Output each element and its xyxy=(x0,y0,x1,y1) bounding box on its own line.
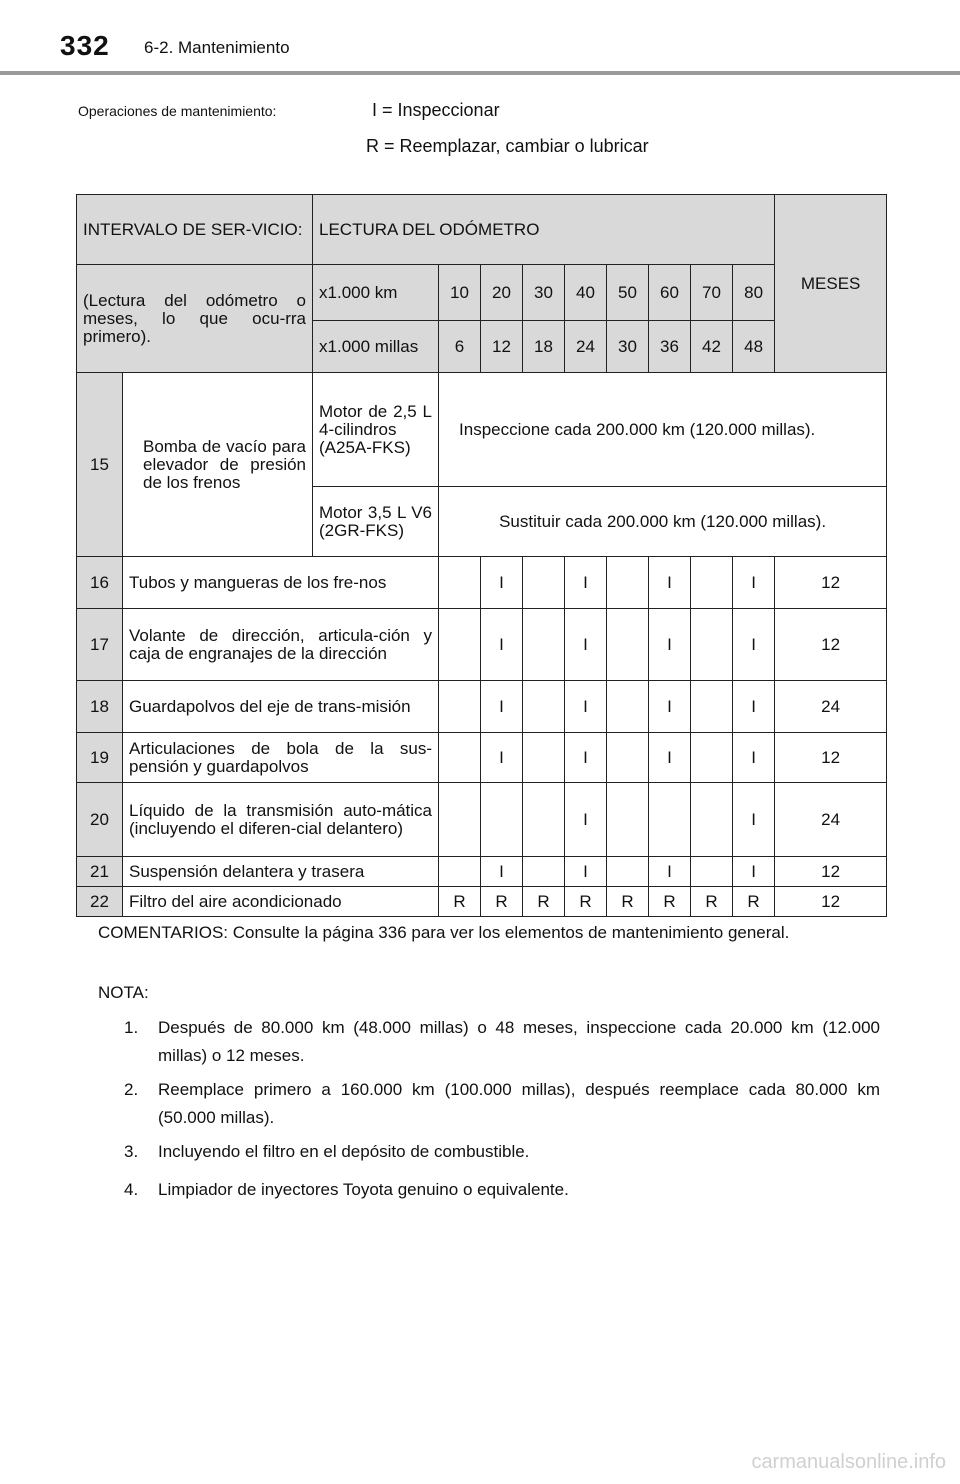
mi-value: 18 xyxy=(523,321,565,373)
months-cell: 24 xyxy=(775,783,887,857)
interval-cell xyxy=(439,681,481,733)
nota-item-number: 3. xyxy=(124,1142,139,1161)
interval-cell: I xyxy=(649,857,691,887)
interval-cell xyxy=(607,681,649,733)
interval-cell xyxy=(439,609,481,681)
interval-cell xyxy=(607,857,649,887)
interval-cell: I xyxy=(649,609,691,681)
interval-cell: R xyxy=(691,887,733,917)
interval-cell xyxy=(481,783,523,857)
interval-cell: I xyxy=(565,857,607,887)
nota-item-text: Después de 80.000 km (48.000 millas) o 48 meses, inspeccione cada 20.000 km (12.000 millas) o 12 meses. xyxy=(158,1018,880,1065)
engine-instruction: Sustituir cada 200.000 km (120.000 millas). xyxy=(439,487,887,557)
km-value: 30 xyxy=(523,265,565,321)
nota-item xyxy=(124,1076,880,1132)
row-number: 22 xyxy=(77,887,123,917)
interval-cell xyxy=(607,783,649,857)
watermark: carmanualsonline.info xyxy=(751,1451,946,1473)
mi-label: x1.000 millas xyxy=(313,321,439,373)
table-row xyxy=(77,783,887,857)
nota-title: NOTA: xyxy=(98,983,149,1002)
interval-cell xyxy=(523,733,565,783)
km-label: x1.000 km xyxy=(313,265,439,321)
interval-cell: I xyxy=(565,609,607,681)
nota-item xyxy=(124,1138,880,1166)
header-months: MESES xyxy=(775,195,887,373)
interval-cell xyxy=(649,783,691,857)
mi-value: 48 xyxy=(733,321,775,373)
legend-replace: R = Reemplazar, cambiar o lubricar xyxy=(366,136,649,156)
km-value: 60 xyxy=(649,265,691,321)
engine-variant: Motor de 2,5 L 4-cilindros (A25A-FKS) xyxy=(313,373,439,487)
interval-cell xyxy=(691,857,733,887)
nota-item-number: 2. xyxy=(124,1080,139,1099)
interval-cell: I xyxy=(649,733,691,783)
table-row xyxy=(77,373,887,487)
row-number: 19 xyxy=(77,733,123,783)
interval-cell xyxy=(691,733,733,783)
row-item: Guardapolvos del eje de trans-misión xyxy=(123,681,439,733)
interval-cell: R xyxy=(733,887,775,917)
km-value: 50 xyxy=(607,265,649,321)
months-cell: 12 xyxy=(775,733,887,783)
interval-cell: I xyxy=(733,681,775,733)
nota-item-text: Incluyendo el filtro en el depósito de combustible. xyxy=(158,1142,530,1161)
interval-cell xyxy=(523,557,565,609)
table-row xyxy=(77,681,887,733)
header-row xyxy=(77,195,887,265)
row-item: Tubos y mangueras de los fre-nos xyxy=(123,557,439,609)
mi-value: 30 xyxy=(607,321,649,373)
mi-value: 42 xyxy=(691,321,733,373)
interval-cell xyxy=(523,857,565,887)
engine-instruction: Inspeccione cada 200.000 km (120.000 millas). xyxy=(439,373,887,487)
engine-variant: Motor 3,5 L V6 (2GR-FKS) xyxy=(313,487,439,557)
page-header xyxy=(0,0,960,76)
interval-cell: I xyxy=(733,783,775,857)
interval-cell xyxy=(439,557,481,609)
header-divider xyxy=(0,71,960,75)
header-reading: (Lectura del odómetro o meses, lo que ocu-rra primero). xyxy=(77,265,313,373)
interval-cell: I xyxy=(733,857,775,887)
row-item: Líquido de la transmisión auto-mática (incluyendo el diferen-cial delantero) xyxy=(123,783,439,857)
km-value: 40 xyxy=(565,265,607,321)
interval-cell: I xyxy=(481,857,523,887)
row-number: 20 xyxy=(77,783,123,857)
row-item: Suspensión delantera y trasera xyxy=(123,857,439,887)
interval-cell xyxy=(607,557,649,609)
mi-value: 36 xyxy=(649,321,691,373)
interval-cell: I xyxy=(565,557,607,609)
row-item: Volante de dirección, articula-ción y caja de engranajes de la dirección xyxy=(123,609,439,681)
nota-item xyxy=(124,1176,880,1204)
interval-cell: I xyxy=(649,557,691,609)
nota-item-number: 1. xyxy=(124,1018,139,1037)
km-value: 80 xyxy=(733,265,775,321)
months-cell: 12 xyxy=(775,857,887,887)
page-number: 332 xyxy=(60,30,110,61)
row-item: Filtro del aire acondicionado xyxy=(123,887,439,917)
interval-cell xyxy=(523,609,565,681)
table-row xyxy=(77,609,887,681)
interval-cell: I xyxy=(565,733,607,783)
table-row xyxy=(77,733,887,783)
maintenance-table xyxy=(76,194,887,917)
row-number: 15 xyxy=(77,373,123,557)
nota-item-number: 4. xyxy=(124,1180,139,1199)
row-number: 16 xyxy=(77,557,123,609)
comments: COMENTARIOS: Consulte la página 336 para ver los elementos de mantenimiento general. xyxy=(98,923,790,942)
section-title: 6-2. Mantenimiento xyxy=(144,38,290,57)
interval-cell xyxy=(691,783,733,857)
interval-cell: I xyxy=(481,609,523,681)
months-cell: 24 xyxy=(775,681,887,733)
nota-item xyxy=(124,1014,880,1070)
interval-cell: I xyxy=(649,681,691,733)
row-number: 18 xyxy=(77,681,123,733)
interval-cell: R xyxy=(607,887,649,917)
interval-cell: I xyxy=(481,733,523,783)
months-cell: 12 xyxy=(775,887,887,917)
interval-cell xyxy=(439,857,481,887)
interval-cell xyxy=(439,783,481,857)
header-odometer: LECTURA DEL ODÓMETRO xyxy=(313,195,775,265)
row-number: 17 xyxy=(77,609,123,681)
interval-cell xyxy=(607,733,649,783)
table-row xyxy=(77,887,887,917)
interval-cell xyxy=(439,733,481,783)
km-value: 20 xyxy=(481,265,523,321)
interval-cell xyxy=(523,783,565,857)
table-row xyxy=(77,857,887,887)
row-number: 21 xyxy=(77,857,123,887)
km-value: 10 xyxy=(439,265,481,321)
interval-cell xyxy=(607,609,649,681)
interval-cell: R xyxy=(649,887,691,917)
interval-cell xyxy=(691,609,733,681)
interval-cell: R xyxy=(439,887,481,917)
nota-item-text: Limpiador de inyectores Toyota genuino o equivalente. xyxy=(158,1180,569,1199)
mi-value: 24 xyxy=(565,321,607,373)
operations-label: Operaciones de mantenimiento: xyxy=(78,103,277,119)
legend-inspect: I = Inspeccionar xyxy=(372,100,500,120)
months-cell: 12 xyxy=(775,609,887,681)
interval-cell: R xyxy=(523,887,565,917)
interval-cell: I xyxy=(733,733,775,783)
mi-value: 12 xyxy=(481,321,523,373)
nota-item-text: Reemplace primero a 160.000 km (100.000 millas), después reemplace cada 80.000 km (50.000 millas). xyxy=(158,1080,880,1127)
interval-cell: I xyxy=(565,681,607,733)
interval-cell: I xyxy=(481,557,523,609)
km-value: 70 xyxy=(691,265,733,321)
mi-value: 6 xyxy=(439,321,481,373)
interval-cell: I xyxy=(565,783,607,857)
km-row xyxy=(77,265,887,321)
interval-cell: R xyxy=(565,887,607,917)
row-item: Bomba de vacío para elevador de presión de los frenos xyxy=(123,373,313,557)
interval-cell: I xyxy=(481,681,523,733)
interval-cell: I xyxy=(733,557,775,609)
interval-cell xyxy=(691,557,733,609)
interval-cell: R xyxy=(481,887,523,917)
interval-cell: I xyxy=(733,609,775,681)
row-item: Articulaciones de bola de la sus-pensión y guardapolvos xyxy=(123,733,439,783)
header-interval: INTERVALO DE SER-VICIO: xyxy=(77,195,313,265)
interval-cell xyxy=(691,681,733,733)
table-row xyxy=(77,557,887,609)
months-cell: 12 xyxy=(775,557,887,609)
interval-cell xyxy=(523,681,565,733)
